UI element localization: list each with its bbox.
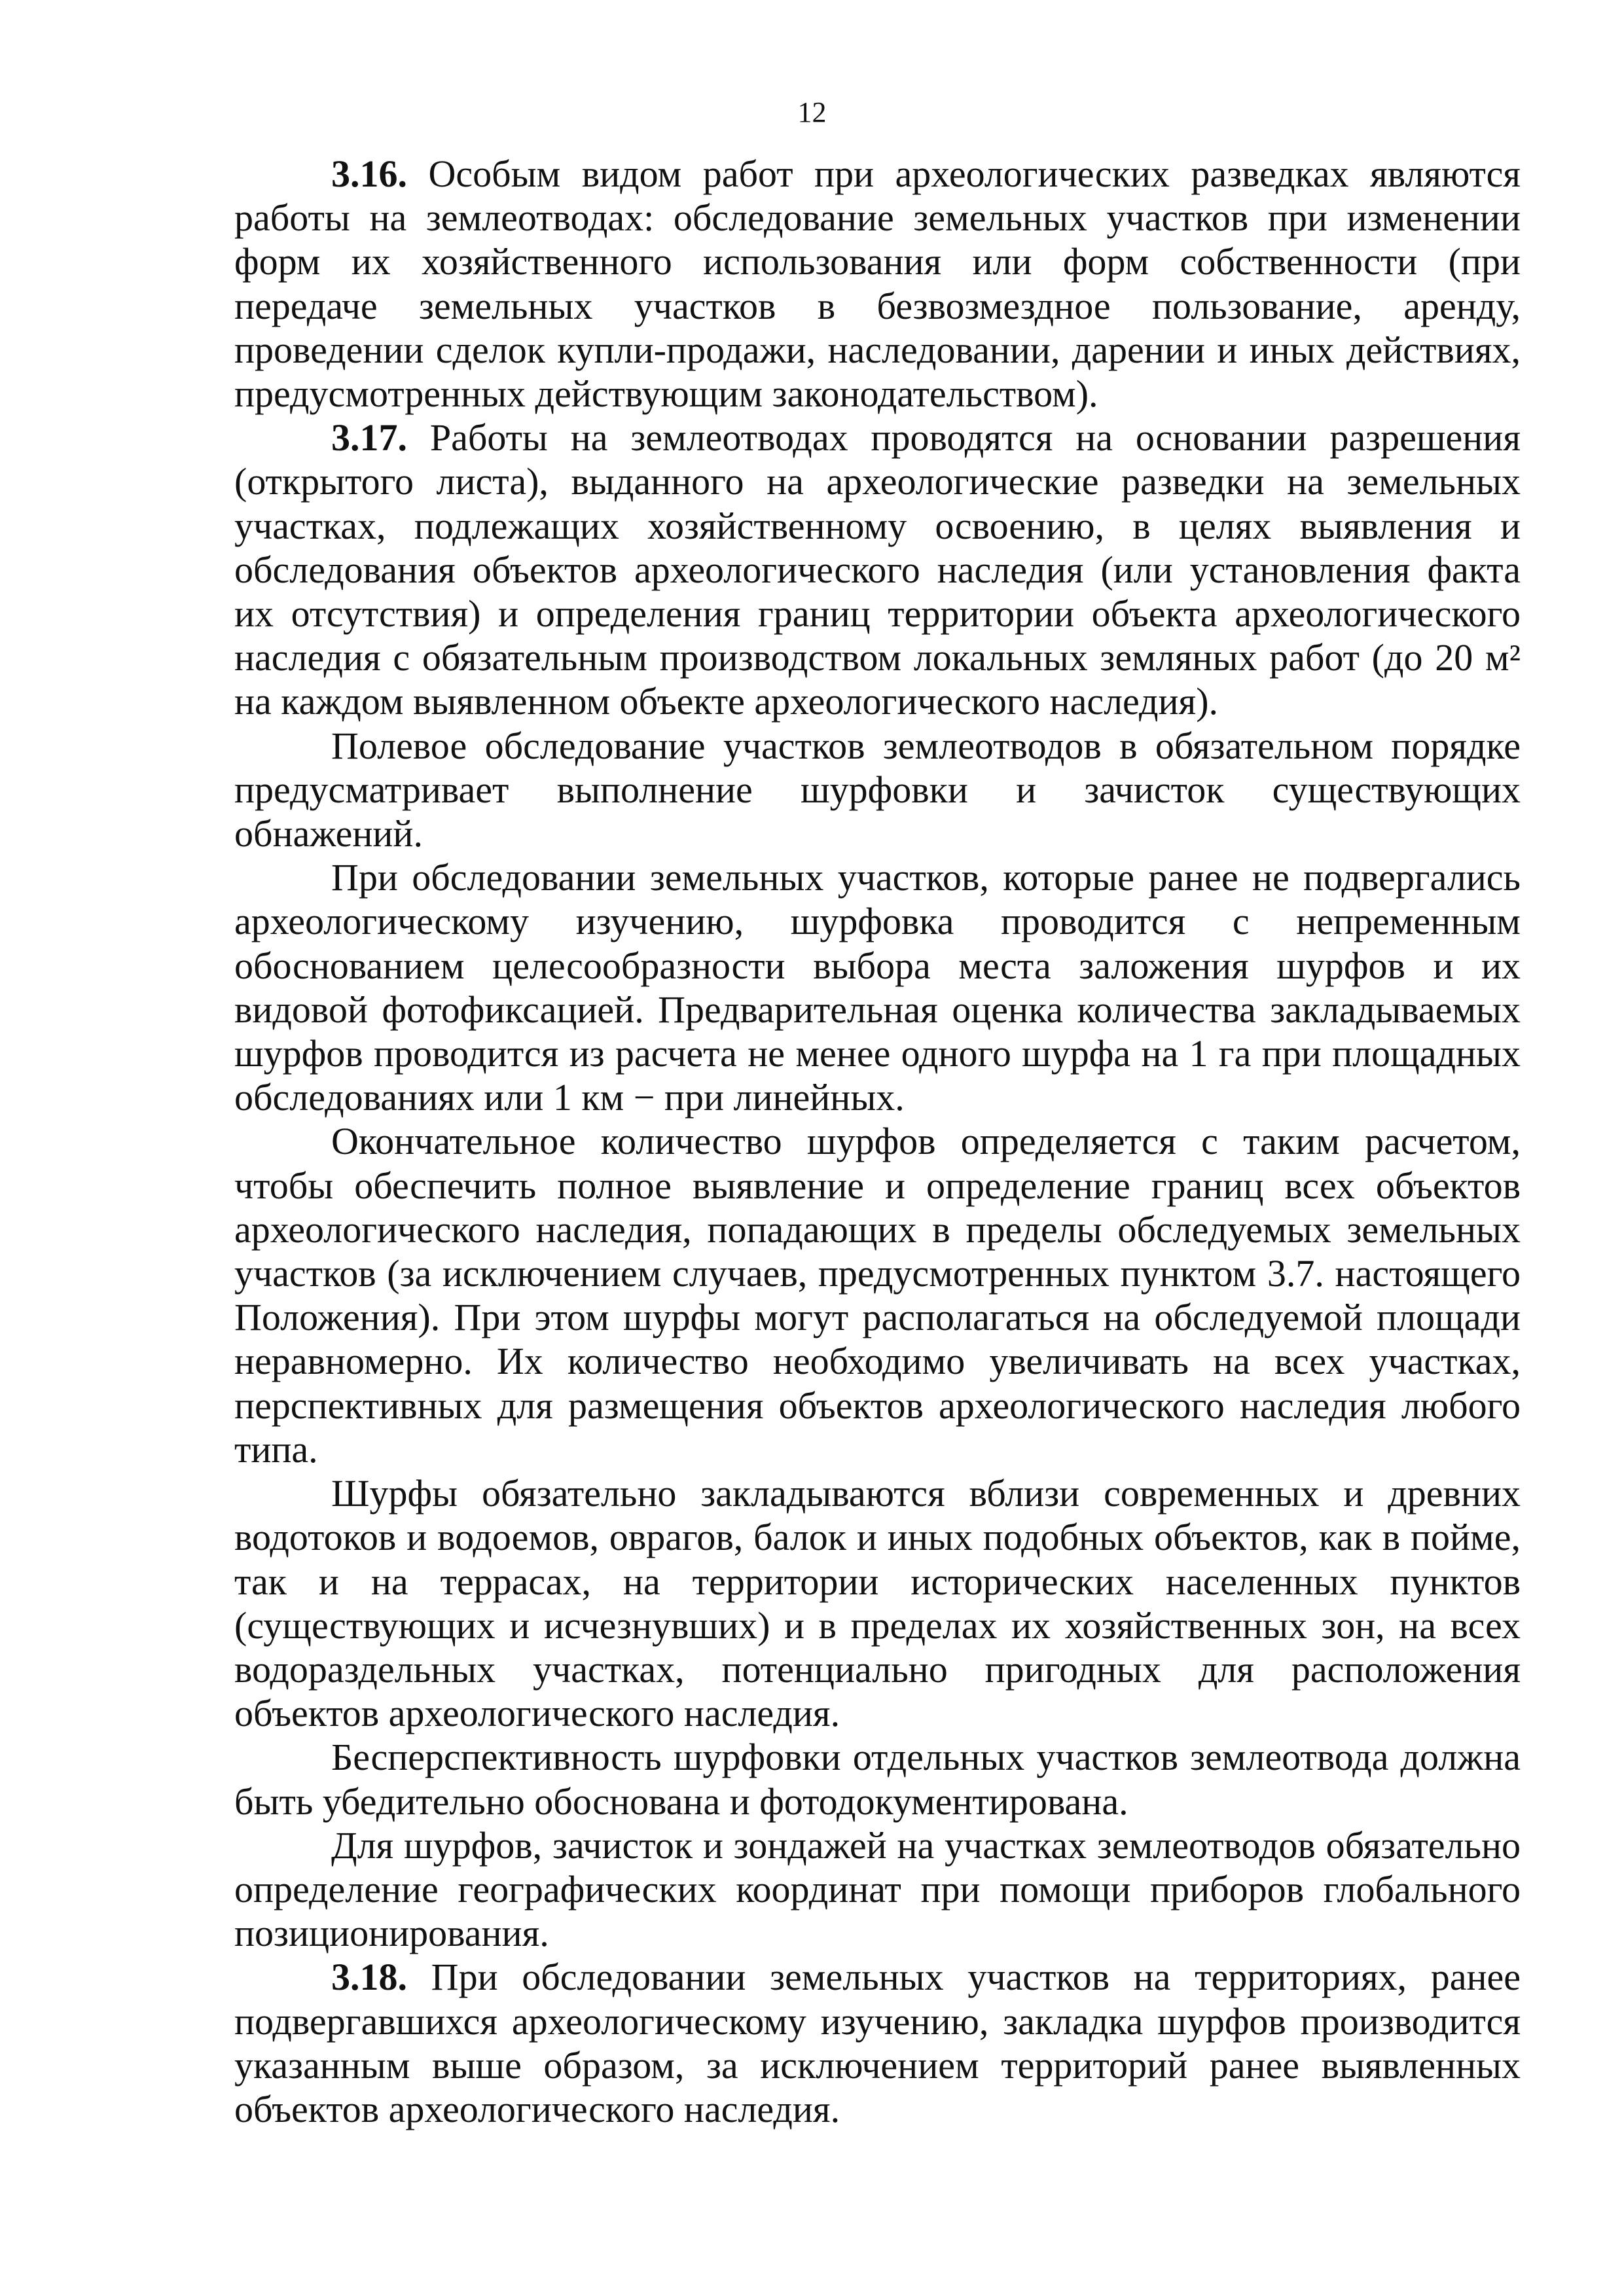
paragraph-3-16 xyxy=(234,152,1521,416)
paragraph-3-18 xyxy=(234,1955,1521,2131)
paragraph-3-17 xyxy=(234,416,1521,723)
page-number: 12 xyxy=(797,96,827,128)
paragraph-coordinates xyxy=(234,1823,1521,1956)
paragraph-pit-placement xyxy=(234,1471,1521,1735)
document-body xyxy=(234,152,1521,2131)
paragraph-text: Для шурфов, зачисток и зондажей на участках землеотводов обязательно определение географических координат при помощи приборов глобального позиционирования. xyxy=(234,1823,1521,1955)
paragraph-prior-study xyxy=(234,855,1521,1119)
paragraph-text: При обследовании земельных участков на территориях, ранее подвергавшихся археологическому изучению, закладка шурфов производится указанным выше образом, за исключением территорий ранее выявленных объектов археологического наследия. xyxy=(234,1956,1521,2130)
paragraph-text: Особым видом работ при археологических разведках являются работы на землеотводах: обследование земельных участков при изменении форм их хозяйственного использования или форм собственности (при передаче земельных участков в безвозмездное пользование, аренду, проведении сделок купли-продажи, наследовании, дарении и иных действиях, предусмотренных действующим законодательством). xyxy=(234,152,1521,416)
clause-number: 3.17. xyxy=(331,416,407,459)
clause-number: 3.16. xyxy=(331,152,407,195)
paragraph-text: Окончательное количество шурфов определяется с таким расчетом, чтобы обеспечить полное выявление и определение границ всех объектов археологического наследия, попадающих в пределы обследуемых земельных участков (за исключением случаев, предусмотренных пунктом 3.7. настоящего Положения). При этом шурфы могут располагаться на обследуемой площади неравномерно. Их количество необходимо увеличивать на всех участках, перспективных для размещения объектов археологического наследия любого типа. xyxy=(234,1120,1521,1471)
paragraph-unpromising xyxy=(234,1735,1521,1823)
paragraph-final-count xyxy=(234,1119,1521,1471)
paragraph-text: Работы на землеотводах проводятся на основании разрешения (открытого листа), выданного на археологические разведки на земельных участках, подлежащих хозяйственному освоению, в целях выявления и обследования объектов археологического наследия (или установления факта их отсутствия) и определения границ территории объекта археологического наследия с обязательным производством локальных земляных работ (до 20 м² на каждом выявленном объекте археологического наследия). xyxy=(234,416,1521,723)
paragraph-text: Шурфы обязательно закладываются вблизи современных и древних водотоков и водоемов, оврагов, балок и иных подобных объектов, как в пойме, так и на террасах, на территории исторических населенных пунктов (существующих и исчезнувших) и в пределах их хозяйственных зон, на всех водораздельных участках, потенциально пригодных для расположения объектов археологического наследия. xyxy=(234,1472,1521,1735)
paragraph-text: Полевое обследование участков землеотводов в обязательном порядке предусматривает выполнение шурфовки и зачисток существующих обнажений. xyxy=(234,724,1521,855)
clause-number: 3.18. xyxy=(331,1956,407,1999)
paragraph-text: Бесперспективность шурфовки отдельных участков землеотвода должна быть убедительно обоснована и фотодокументирована. xyxy=(234,1736,1521,1823)
paragraph-text: При обследовании земельных участков, которые ранее не подвергались археологическому изучению, шурфовка проводится с непременным обоснованием целесообразности выбора места заложения шурфов и их видовой фотофиксацией. Предварительная оценка количества закладываемых шурфов проводится из расчета не менее одного шурфа на 1 га при площадных обследованиях или 1 км − при линейных. xyxy=(234,856,1521,1119)
paragraph-field-survey xyxy=(234,724,1521,856)
